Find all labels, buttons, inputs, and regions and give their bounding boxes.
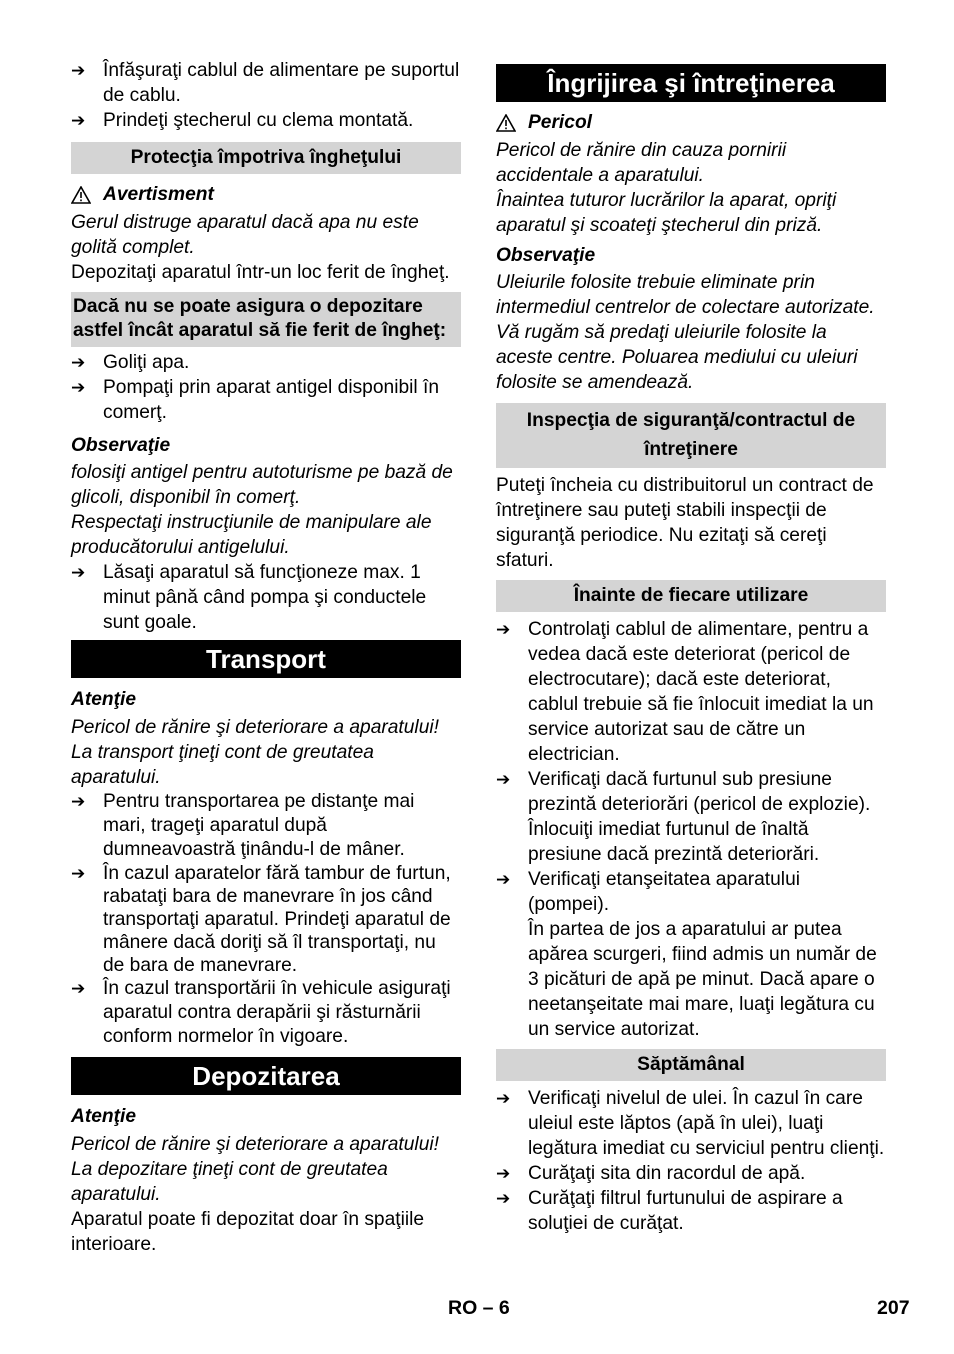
storage-heading: Depozitarea — [71, 1057, 461, 1095]
list-item: ➔ În cazul transportării în vehicule asiguraţi aparatul contra derapării şi răsturnării conform normelor în vigoare. — [71, 978, 451, 1047]
arrow-icon: ➔ — [71, 378, 86, 397]
warning-label: Avertisment — [71, 182, 461, 207]
note-text: Uleiurile folosite trebuie eliminate prin intermediul centrelor de colectare autorizate. Vă rugăm să predaţi uleiurile folosite la aceste centre. Poluarea mediului cu uleiuri folosite se amendează. — [496, 272, 875, 393]
arrow-icon: ➔ — [496, 1189, 511, 1208]
arrow-icon: ➔ — [71, 979, 86, 998]
arrow-icon: ➔ — [496, 870, 511, 889]
left-column — [71, 58, 461, 1257]
arrow-icon: ➔ — [71, 792, 86, 811]
care-maintenance-heading: Îngrijirea şi întreţinerea — [496, 64, 886, 102]
arrow-icon: ➔ — [71, 864, 86, 883]
warning-text: Gerul distruge aparatul dacă apa nu este golită complet. — [71, 212, 419, 258]
frost-store-text: Depozitaţi aparatul într-un loc ferit de îngheţ. — [71, 262, 450, 283]
inspection-text: Puteţi încheia cu distribuitorul un contract de întreţinere sau puteţi stabili inspecţii de siguranţă periodice. Nu ezitaţi să cereţi sfaturi. — [496, 475, 874, 571]
list-item: ➔ Prindeţi ştecherul cu clema montată. — [71, 110, 414, 131]
list-item: ➔ Pompaţi prin aparat antigel disponibil în comerţ. — [71, 377, 439, 423]
note-label: Observaţie — [71, 435, 171, 456]
page-number: 207 — [877, 1297, 910, 1319]
list-item: ➔ Pentru transportarea pe distanţe mai mari, trageţi aparatul după dumneavoastră ţinându-l de mâner. — [71, 791, 415, 860]
weekly-heading: Săptămânal — [496, 1049, 886, 1081]
frost-subheading: Dacă nu se poate asigura o depozitare astfel încât aparatul să fie ferit de îngheţ: — [71, 292, 461, 347]
arrow-icon: ➔ — [496, 770, 511, 789]
right-column — [496, 64, 886, 1236]
note-text: Respectaţi instrucţiunile de manipulare ale producătorului antigelului. — [71, 512, 432, 558]
danger-text: Înaintea tuturor lucrărilor la aparat, opriţi aparatul şi scoateţi ştecherul din priză. — [496, 190, 837, 236]
list-item: ➔ Verificaţi dacă furtunul sub presiune prezintă deteriorări (pericol de explozie). Înlocuiţi imediat furtunul de înaltă presiune dacă prezintă deteriorări. — [496, 769, 871, 865]
caution-label: Atenţie — [71, 1106, 137, 1127]
danger-label: Pericol — [496, 110, 886, 135]
caution-label: Atenţie — [71, 689, 137, 710]
caution-text: La transport ţineţi cont de greutatea aparatului. — [71, 742, 374, 788]
list-item: ➔ Curăţaţi filtrul furtunului de aspirare a soluţiei de curăţat. — [496, 1188, 843, 1234]
list-item: ➔ Verificaţi nivelul de ulei. În cazul în care uleiul este lăptos (apă în ulei), luaţi legătura imediat cu serviciul pentru clienţi. — [496, 1088, 885, 1159]
list-item: ➔ Curăţaţi sita din racordul de apă. — [496, 1163, 806, 1184]
warning-icon — [496, 114, 516, 132]
transport-heading: Transport — [71, 640, 461, 678]
warning-icon — [71, 186, 91, 204]
note-label: Observaţie — [496, 245, 596, 266]
arrow-icon: ➔ — [71, 563, 86, 582]
list-item: ➔ Controlaţi cablul de alimentare, pentru a vedea dacă este deteriorat (pericol de electrocutare); dacă este deteriorat, cablul trebuie să fie înlocuit imediat la un service autorizat sau de către un electrician. — [496, 619, 874, 765]
list-item: ➔ Verificaţi etanşeitatea aparatului (pompei). În partea de jos a aparatului ar putea apărea scurgeri, fiind admis un număr de 3 picături de apă pe minut. Dacă apare o neetanşeitate mai mare, luaţi legătura cu un service autorizat. — [496, 869, 877, 1040]
list-item: ➔ Înfăşuraţi cablul de alimentare pe suportul de cablu. — [71, 60, 460, 106]
arrow-icon: ➔ — [71, 111, 86, 130]
arrow-icon: ➔ — [71, 353, 86, 372]
frost-protection-heading: Protecţia împotriva îngheţului — [71, 142, 461, 174]
list-item: ➔ Goliţi apa. — [71, 352, 190, 373]
arrow-icon: ➔ — [496, 1089, 511, 1108]
before-use-heading: Înainte de fiecare utilizare — [496, 580, 886, 612]
arrow-icon: ➔ — [496, 620, 511, 639]
inspection-heading: Inspecţia de siguranţă/contractul de întreţinere — [496, 403, 886, 468]
danger-text: Pericol de rănire din cauza pornirii accidentale a aparatului. — [496, 140, 787, 186]
caution-text: Pericol de rănire şi deteriorare a aparatului! — [71, 717, 439, 738]
note-text: folosiţi antigel pentru autoturisme pe bază de glicoli, disponibil în comerţ. — [71, 462, 453, 508]
caution-text: Pericol de rănire şi deteriorare a aparatului! — [71, 1134, 439, 1155]
list-item: ➔ Lăsaţi aparatul să funcţioneze max. 1 minut până când pompa şi conductele sunt goale. — [71, 562, 427, 633]
arrow-icon: ➔ — [71, 61, 86, 80]
arrow-icon: ➔ — [496, 1164, 511, 1183]
storage-text: Aparatul poate fi depozitat doar în spaţiile interioare. — [71, 1209, 425, 1255]
list-item: ➔ În cazul aparatelor fără tambur de furtun, rabataţi bara de manevrare în jos când transportaţi aparatul. Prindeţi aparatul de mânere dacă doriţi să îl transportaţi, nu de bara de manevrare. — [71, 863, 451, 976]
caution-text: La depozitare ţineţi cont de greutatea aparatului. — [71, 1159, 388, 1205]
page-section-label: RO – 6 — [448, 1297, 510, 1319]
